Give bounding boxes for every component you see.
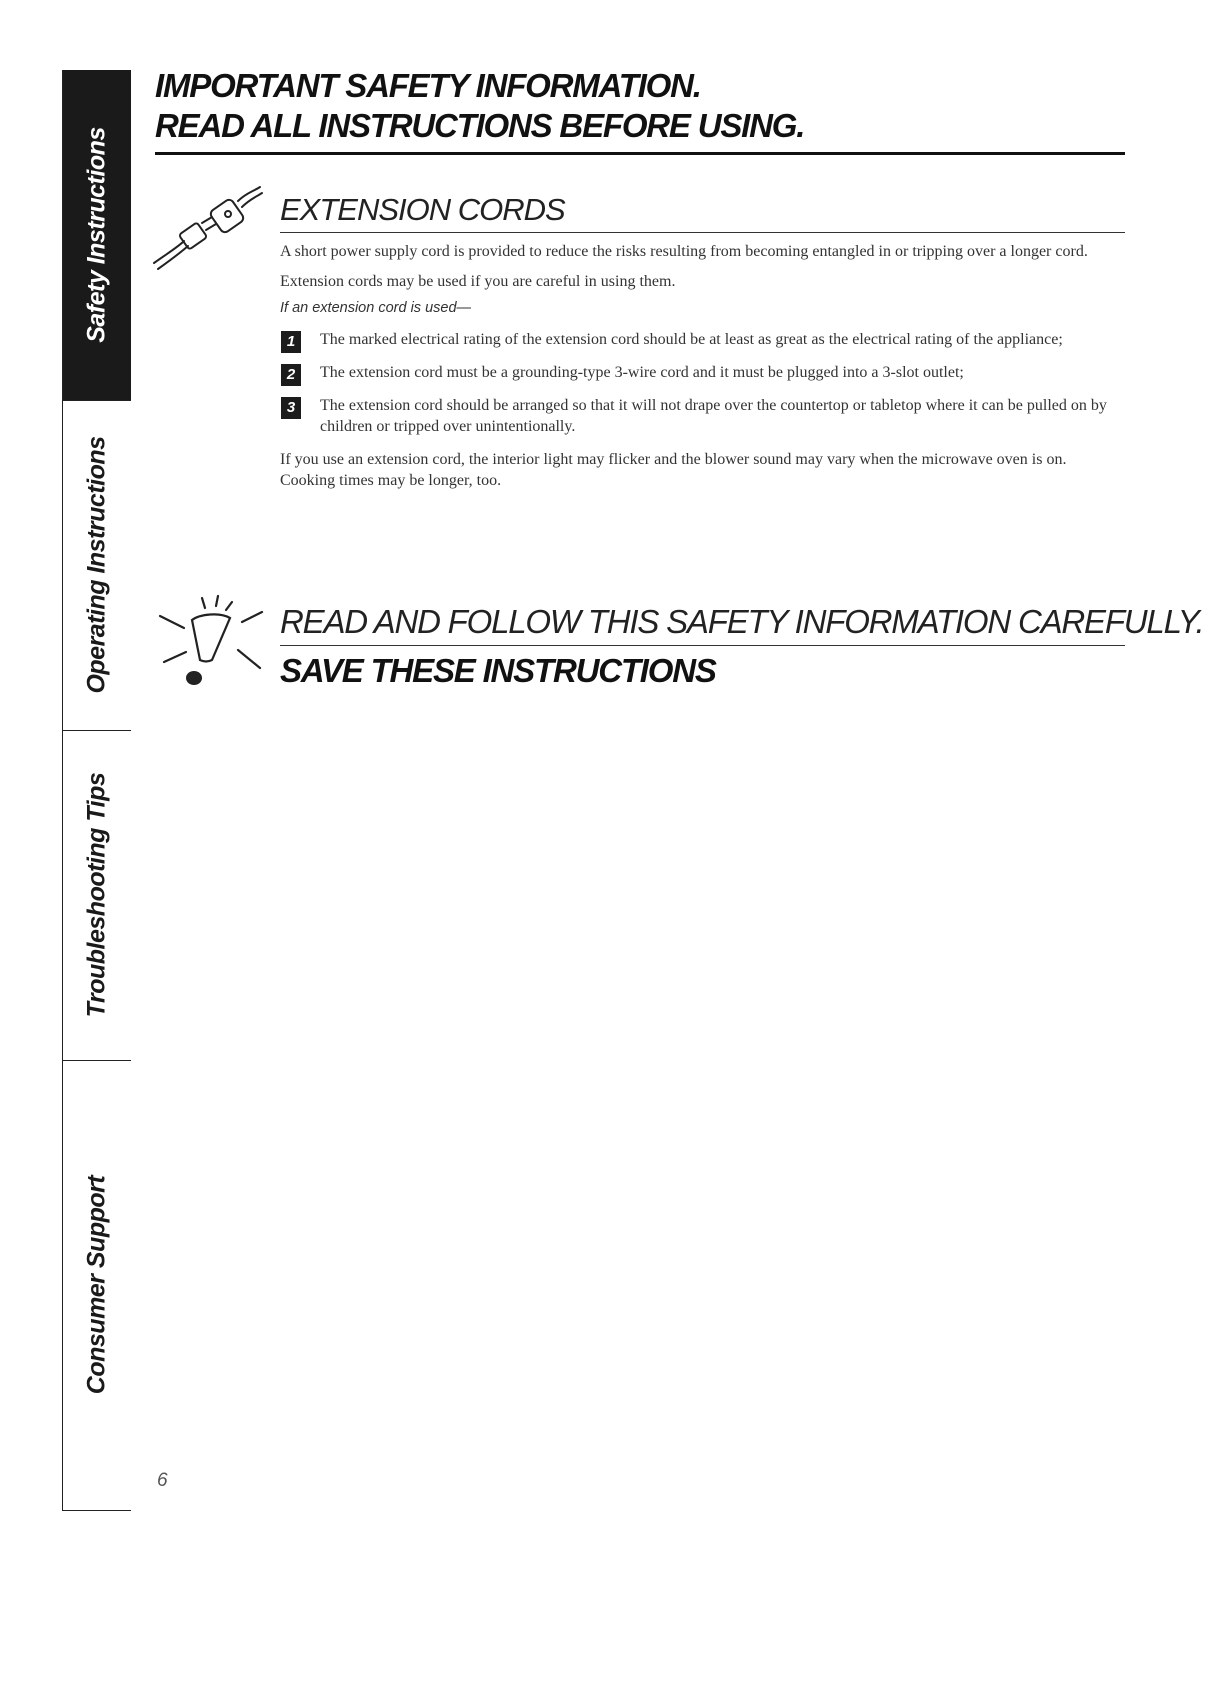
- tab-label: Safety Instructions: [82, 127, 111, 343]
- tab-consumer-support: [62, 1060, 131, 1511]
- tab-label: Consumer Support: [82, 1175, 111, 1395]
- tab-label: Operating Instructions: [82, 436, 111, 694]
- side-tab-strip: [62, 70, 130, 1510]
- page-header: [155, 66, 1125, 155]
- list-item: [280, 329, 1125, 350]
- paragraph: A short power supply cord is provided to reduce the risks resulting from becoming entangled in or tripping over a longer cord.: [280, 243, 1088, 260]
- save-instructions-title: SAVE THESE INSTRUCTIONS: [280, 652, 716, 689]
- list-item-text: The extension cord should be arranged so that it will not drape over the countertop or tabletop where it can be pulled on by children or tripped over unintentionally.: [320, 397, 1107, 435]
- number-badge: 1: [281, 331, 301, 353]
- list-item: [280, 362, 1125, 383]
- list-item-text: The extension cord must be a grounding-type 3-wire cord and it must be plugged into a 3-slot outlet;: [320, 364, 964, 381]
- section-rule: [280, 232, 1125, 233]
- list-item: [280, 395, 1125, 437]
- warning-exclamation-icon: [150, 588, 270, 698]
- read-follow-title: READ AND FOLLOW THIS SAFETY INFORMATION CAREFULLY.: [280, 603, 1204, 640]
- extension-cords-body: [280, 241, 1125, 500]
- list-item-text: The marked electrical rating of the extension cord should be at least as great as the electrical rating of the appliance;: [320, 331, 1063, 348]
- extension-cords-title: EXTENSION CORDS: [280, 192, 565, 227]
- header-line-1: IMPORTANT SAFETY INFORMATION.: [155, 67, 701, 104]
- header-rule: [155, 152, 1125, 155]
- tab-label: Troubleshooting Tips: [82, 772, 111, 1018]
- header-line-2: READ ALL INSTRUCTIONS BEFORE USING.: [155, 107, 805, 144]
- tab-troubleshooting-tips: [62, 730, 131, 1061]
- paragraph: Extension cords may be used if you are careful in using them.: [280, 273, 676, 290]
- plug-icon: [150, 183, 265, 288]
- number-badge: 3: [281, 397, 301, 419]
- list-intro: If an extension cord is used—: [280, 300, 472, 316]
- paragraph: If you use an extension cord, the interior light may flicker and the blower sound may vary when the microwave oven is on. Cooking times may be longer, too.: [280, 451, 1067, 489]
- tab-operating-instructions: [62, 400, 131, 731]
- tab-safety-instructions: [62, 70, 131, 401]
- number-badge: 2: [281, 364, 301, 386]
- page-number: 6: [157, 1470, 168, 1491]
- section-rule: [280, 645, 1125, 646]
